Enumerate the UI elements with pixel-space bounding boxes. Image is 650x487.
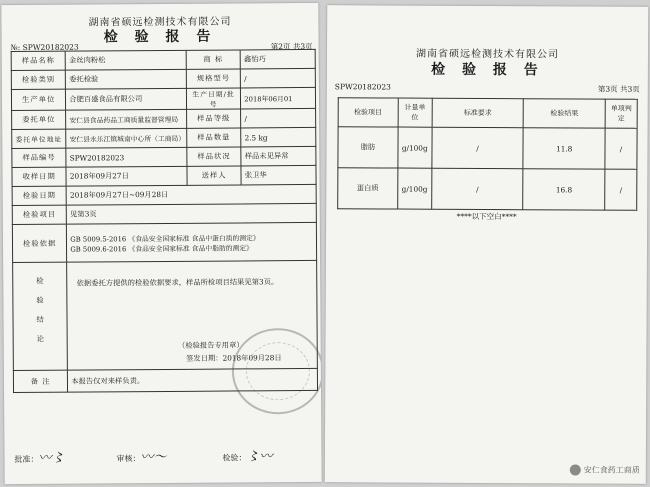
field-label: 检验项目 xyxy=(12,205,66,224)
column-header: 检验结果 xyxy=(523,99,605,128)
field-label: 委托单位地址 xyxy=(12,129,66,148)
signature-ink-icon: 〰〜 xyxy=(140,449,167,466)
approve-label: 批准： xyxy=(14,454,39,465)
field-value xyxy=(67,222,317,262)
signature-ink-icon: 〻〰 xyxy=(246,449,273,465)
page-indicator: 第2页 共3页 xyxy=(270,41,313,52)
field-value: 本报告仅对来样负责。 xyxy=(68,368,318,392)
field-value: SPW20182023 xyxy=(66,147,187,167)
field-value: 金丝肉粉松 xyxy=(65,50,186,70)
column-header: 检验项目 xyxy=(338,98,398,127)
basis-line-1: GB 5009.5-2016 《食品安全国家标准 食品中蛋白质的测定》 xyxy=(70,233,260,244)
inspect-signature xyxy=(222,445,272,464)
report-page-3 xyxy=(325,5,648,484)
wechat-icon xyxy=(570,464,581,475)
field-label: 检验类别 xyxy=(11,70,65,89)
approve-signature xyxy=(14,447,64,466)
field-value: 2018年09月27日~09月28日 xyxy=(66,184,316,205)
seal-note: （检验报告专用章） xyxy=(177,340,244,350)
report-number: SPW20182023 xyxy=(334,82,391,92)
report-title: 检 验 报 告 xyxy=(431,61,544,79)
field-label: 委托单位 xyxy=(12,110,66,129)
field-label: 收样日期 xyxy=(12,167,66,186)
inspect-label: 检验： xyxy=(222,453,247,463)
company-name: 湖南省硕远检测技术有限公司 xyxy=(415,48,560,61)
field-label: 检验日期 xyxy=(12,186,66,205)
column-header: 标准要求 xyxy=(432,98,524,127)
table-row xyxy=(338,127,637,170)
field-label: 检验依据 xyxy=(12,224,67,262)
table-cell: / xyxy=(605,128,637,169)
watermark-text: 安仁食药工商质 xyxy=(583,465,640,475)
basis-line-2: GB 5009.6-2016 《食品安全国家标准 食品中脂肪的测定》 xyxy=(70,243,253,254)
results-table xyxy=(337,97,638,211)
signature-ink-icon: 〰〻 xyxy=(38,450,65,466)
official-seal xyxy=(232,328,322,415)
review-signature xyxy=(116,446,166,465)
table-row xyxy=(12,127,316,148)
field-label xyxy=(13,262,68,370)
table-header-row xyxy=(338,98,637,129)
review-label: 审核： xyxy=(116,454,141,464)
column-header: 计量单位 xyxy=(398,98,432,127)
field-value: 鑫怡巧 xyxy=(240,49,315,69)
report-page-2 xyxy=(1,3,321,484)
table-cell: g/100g xyxy=(398,127,432,168)
field-value: 2018年09月27日 xyxy=(66,166,187,186)
report-number: №: SPW20182023 xyxy=(10,42,79,53)
field-label: 备 注 xyxy=(13,370,67,392)
table-cell: / xyxy=(432,127,524,168)
field-value: 委托检验 xyxy=(66,69,187,89)
table-row xyxy=(12,108,316,129)
table-row xyxy=(12,203,316,224)
field-value: 2.5 kg xyxy=(241,127,316,147)
field-value: 2018年06月01 xyxy=(241,87,316,109)
table-row xyxy=(338,168,637,211)
table-row xyxy=(11,68,315,89)
field-value: 安仁县永乐江镇城南中心所（工商局） xyxy=(66,128,187,148)
field-label: 生产单位 xyxy=(11,89,65,110)
table-cell: g/100g xyxy=(397,168,431,209)
table-cell: 11.8 xyxy=(523,128,605,169)
table-row xyxy=(12,222,316,262)
column-header: 单项判定 xyxy=(605,99,637,128)
table-row xyxy=(12,165,316,186)
conclusion-text: 依据委托方提供的检验依据要求，样品所检项目结果见第3页。 xyxy=(76,277,279,288)
table-row xyxy=(11,87,315,110)
field-value: 张卫华 xyxy=(241,165,316,185)
table-row xyxy=(11,49,315,70)
field-value: 见第3页 xyxy=(67,203,317,224)
field-label: 样品数量 xyxy=(187,128,242,147)
field-value: / xyxy=(241,68,316,88)
report-title: 检 验 报 告 xyxy=(103,28,217,46)
field-label: 样品名称 xyxy=(11,51,65,70)
conclusion-label: 检验结论 xyxy=(35,276,46,354)
field-label: 样品状况 xyxy=(187,147,242,166)
table-cell: 蛋白质 xyxy=(338,168,398,209)
issue-date: 签发日期：2018年09月28日 xyxy=(186,353,282,363)
field-label: 商 标 xyxy=(186,50,241,69)
field-label: 生产日期/批号 xyxy=(186,88,241,109)
field-value: 样品未见异常 xyxy=(241,146,316,166)
table-cell: 16.8 xyxy=(523,169,605,210)
field-label: 样品编号 xyxy=(12,148,66,167)
end-of-report-note: ****以下空白**** xyxy=(456,211,517,222)
table-cell: 脂肪 xyxy=(338,127,398,168)
field-label: 规格型号 xyxy=(186,69,241,88)
table-cell: / xyxy=(431,168,523,209)
company-name: 湖南省硕远检测技术有限公司 xyxy=(88,16,232,29)
table-row xyxy=(12,146,316,167)
field-label: 送样人 xyxy=(187,166,242,185)
field-value: 安仁县食品药品工商质量监督管理局 xyxy=(66,109,187,129)
field-value: / xyxy=(241,108,316,128)
table-cell: / xyxy=(605,169,637,210)
watermark xyxy=(570,464,640,475)
page-indicator: 第3页 共3页 xyxy=(597,84,640,94)
field-label: 样品等级 xyxy=(186,109,241,128)
field-value: 合肥百盛食品有限公司 xyxy=(66,88,187,110)
table-row xyxy=(12,184,316,205)
